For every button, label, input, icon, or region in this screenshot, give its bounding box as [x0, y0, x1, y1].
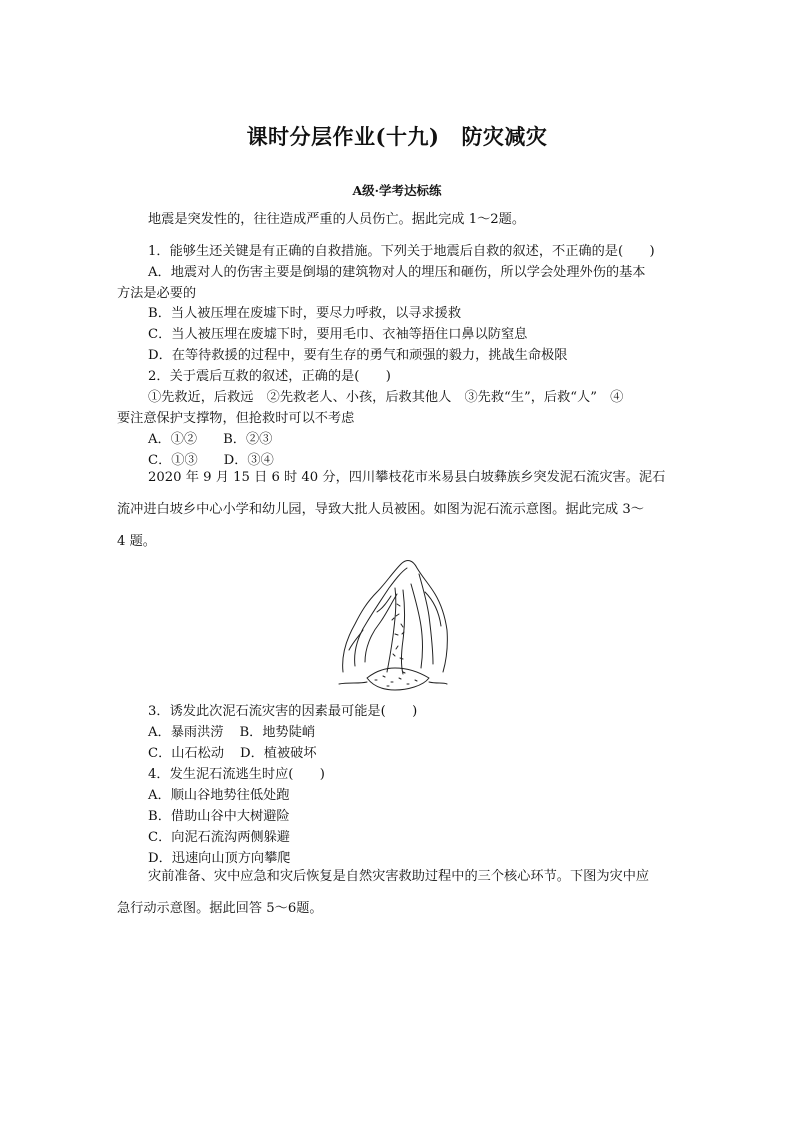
q2-items-cont: 要注意保护支撑物，但抢救时可以不考虑	[117, 411, 355, 426]
section-heading: A级·学考达标练	[352, 183, 442, 198]
q4-option-b: B．借助山谷中大树避险	[148, 809, 290, 824]
q4-option-c: C．向泥石流沟两侧躲避	[148, 830, 290, 845]
debris-flow-figure	[337, 554, 449, 696]
intro-2-line2: 流冲进白坡乡中心小学和幼儿园，导致大批人员被困。如图为泥石流示意图。据此完成 3～	[117, 502, 644, 517]
intro-3-line1: 灾前准备、灾中应急和灾后恢复是自然灾害救助过程中的三个核心环节。下图为灾中应	[148, 869, 650, 884]
page-title	[0, 121, 794, 151]
q2-option-b: B．②③	[223, 432, 273, 447]
q3-options-cd	[148, 745, 317, 763]
q3-options-ab	[148, 724, 315, 742]
q3-option-a: A．暴雨洪涝	[148, 725, 224, 740]
title-main: 课时分层作业(十九)	[246, 124, 440, 149]
q1-option-d: D．在等待救援的过程中，要有生存的勇气和顽强的毅力，挑战生命极限	[148, 348, 568, 363]
q4-option-a: A．顺山谷地势往低处跑	[148, 788, 290, 803]
q3-option-c: C．山石松动	[148, 746, 225, 761]
q4-option-d: D．迅速向山顶方向攀爬	[148, 851, 291, 866]
q2-option-c: C．①③	[148, 453, 198, 468]
q3-stem: 3．诱发此次泥石流灾害的因素最可能是( )	[148, 704, 418, 719]
intro-1: 地震是突发性的，往往造成严重的人员伤亡。据此完成 1～2题。	[148, 212, 526, 227]
q2-option-a: A．①②	[148, 432, 198, 447]
q2-options-ab	[148, 431, 272, 449]
q1-stem: 1．能够生还关键是有正确的自救措施。下列关于地震后自救的叙述，不正确的是( )	[148, 244, 655, 259]
q2-options-cd	[148, 452, 274, 470]
intro-2-line3: 4 题。	[117, 534, 156, 549]
q1-option-a: A．地震对人的伤害主要是倒塌的建筑物对人的埋压和砸伤，所以学会处理外伤的基本	[148, 265, 646, 280]
q1-option-a-cont: 方法是必要的	[117, 286, 197, 301]
q2-option-d: D．③④	[223, 453, 274, 468]
intro-2-line1: 2020 年 9 月 15 日 6 时 40 分，四川攀枝花市米易县白坡彝族乡突发泥石流灾害。泥石	[148, 470, 666, 485]
q4-stem: 4．发生泥石流逃生时应( )	[148, 767, 325, 782]
q1-option-b: B．当人被压埋在废墟下时，要尽力呼救，以寻求援救	[148, 306, 462, 321]
q1-option-c: C．当人被压埋在废墟下时，要用毛巾、衣袖等捂住口鼻以防窒息	[148, 327, 528, 342]
q3-option-d: D．植被破坏	[240, 746, 317, 761]
q2-items: ①先救近，后救远 ②先救老人、小孩，后救其他人 ③先救“生”，后救“人” ④	[148, 390, 624, 405]
q2-stem: 2．关于震后互救的叙述，正确的是( )	[148, 369, 391, 384]
title-sub: 防灾减灾	[461, 124, 548, 149]
q3-option-b: B．地势陡峭	[239, 725, 316, 740]
intro-3-line2: 急行动示意图。据此回答 5～6题。	[117, 901, 323, 916]
